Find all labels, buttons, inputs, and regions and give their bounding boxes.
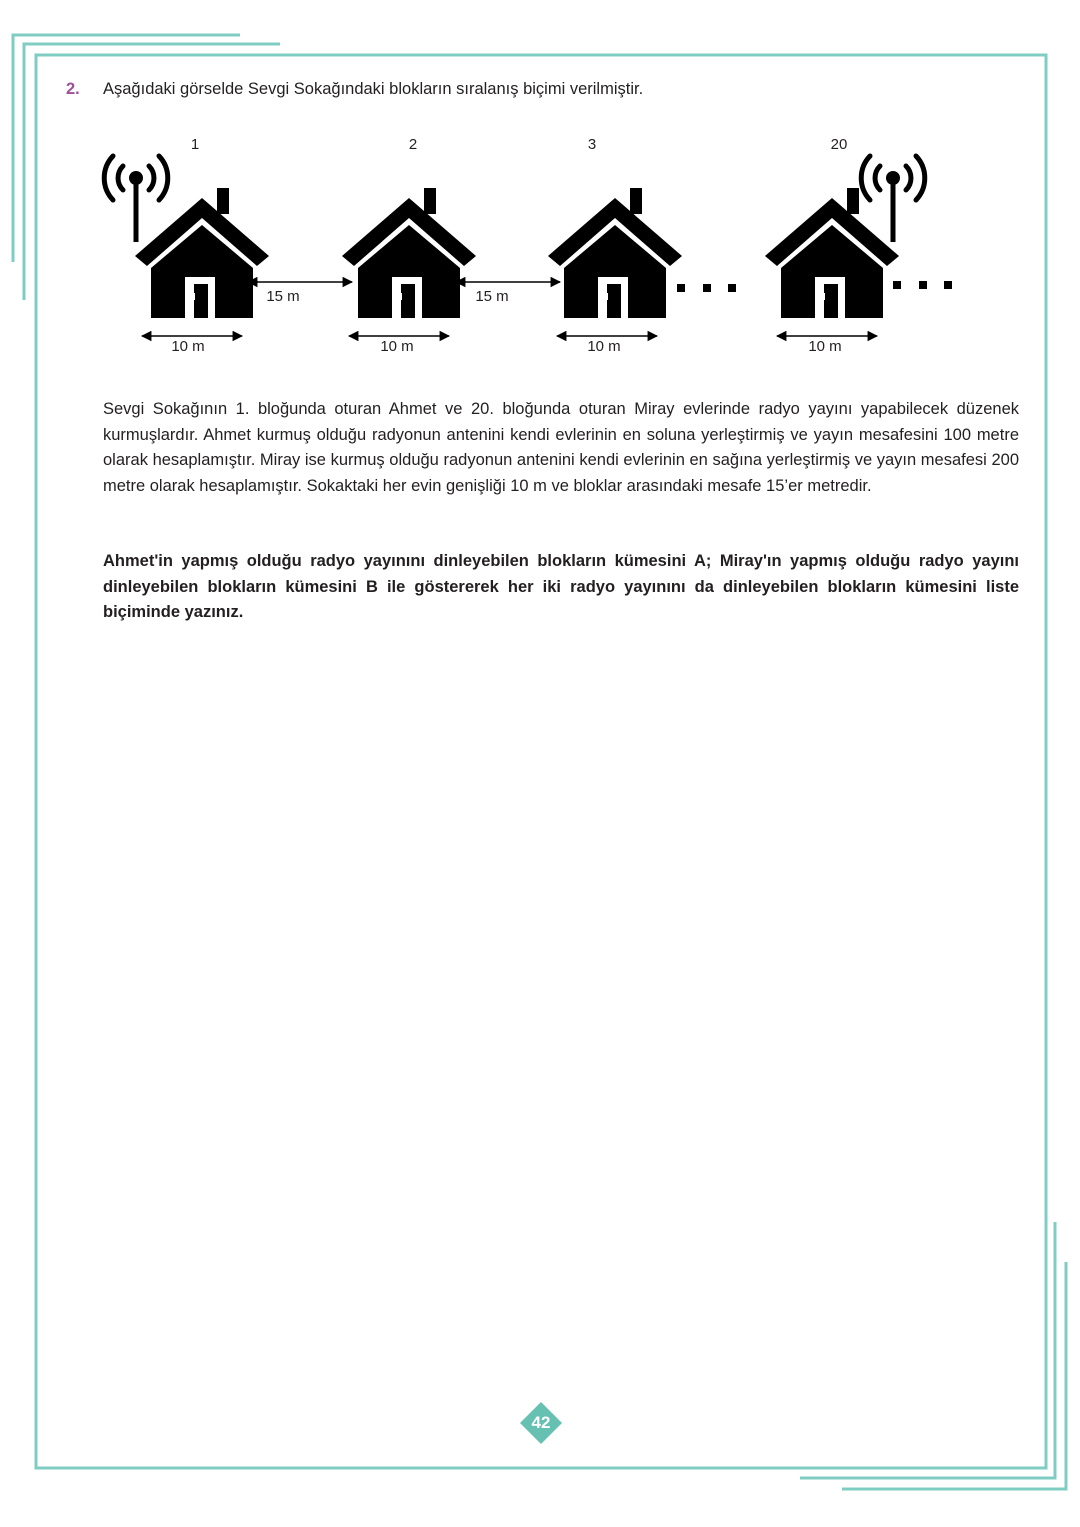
width-label: 10 m — [587, 338, 621, 355]
block-number: 2 — [408, 136, 418, 153]
street-diagram — [90, 130, 970, 365]
house-icon — [548, 188, 682, 318]
question-heading — [66, 78, 1026, 100]
house-icon — [342, 188, 476, 318]
problem-task: Ahmet'in yapmış olduğu radyo yayınını dinleyebilen blokların kümesini A; Miray'ın yapmış olduğu radyo yayını dinleyebilen blokların kümesini B ile göstererek her iki radyo yayınını da dinleyebilen blokların kümesini liste biçiminde yazınız. — [103, 552, 1019, 621]
house-icon — [135, 188, 269, 318]
problem-description: Sevgi Sokağının 1. bloğunda oturan Ahmet ve 20. bloğunda oturan Miray evlerinde radyo yayını yapabilecek düzenek kurmuşlardır. Ahmet kurmuş olduğu radyonun antenini kendi evlerinin en soluna yerleştirmiş ve yayın mesafesini 100 metre olarak hesaplamıştır. Miray ise kurmuş olduğu radyonun antenini kendi evlerinin en sağına yerleştirmiş ve yayın mesafesi 200 metre olarak hesaplamıştır. Sokaktaki her evin genişliği 10 m ve bloklar arasındaki mesafe 15’er metredir. — [103, 400, 1019, 495]
question-intro: Aşağıdaki görselde Sevgi Sokağındaki blokların sıralanış biçimi verilmiştir. — [103, 80, 644, 98]
radio-antenna-icon — [861, 156, 925, 242]
ellipsis-icon — [677, 284, 736, 292]
width-label: 10 m — [380, 338, 414, 355]
width-label: 10 m — [171, 338, 205, 355]
street-figure — [90, 130, 970, 365]
gap-label: 15 m — [475, 288, 509, 305]
radio-antenna-icon — [104, 156, 168, 242]
house-icon — [765, 188, 899, 318]
page-number: 42 — [531, 1413, 551, 1432]
block-number: 3 — [587, 136, 597, 153]
block-number: 20 — [830, 136, 848, 153]
question-number: 2. — [66, 80, 80, 98]
width-label: 10 m — [808, 338, 842, 355]
ellipsis-icon — [893, 281, 952, 289]
block-number: 1 — [190, 136, 200, 153]
gap-label: 15 m — [266, 288, 300, 305]
